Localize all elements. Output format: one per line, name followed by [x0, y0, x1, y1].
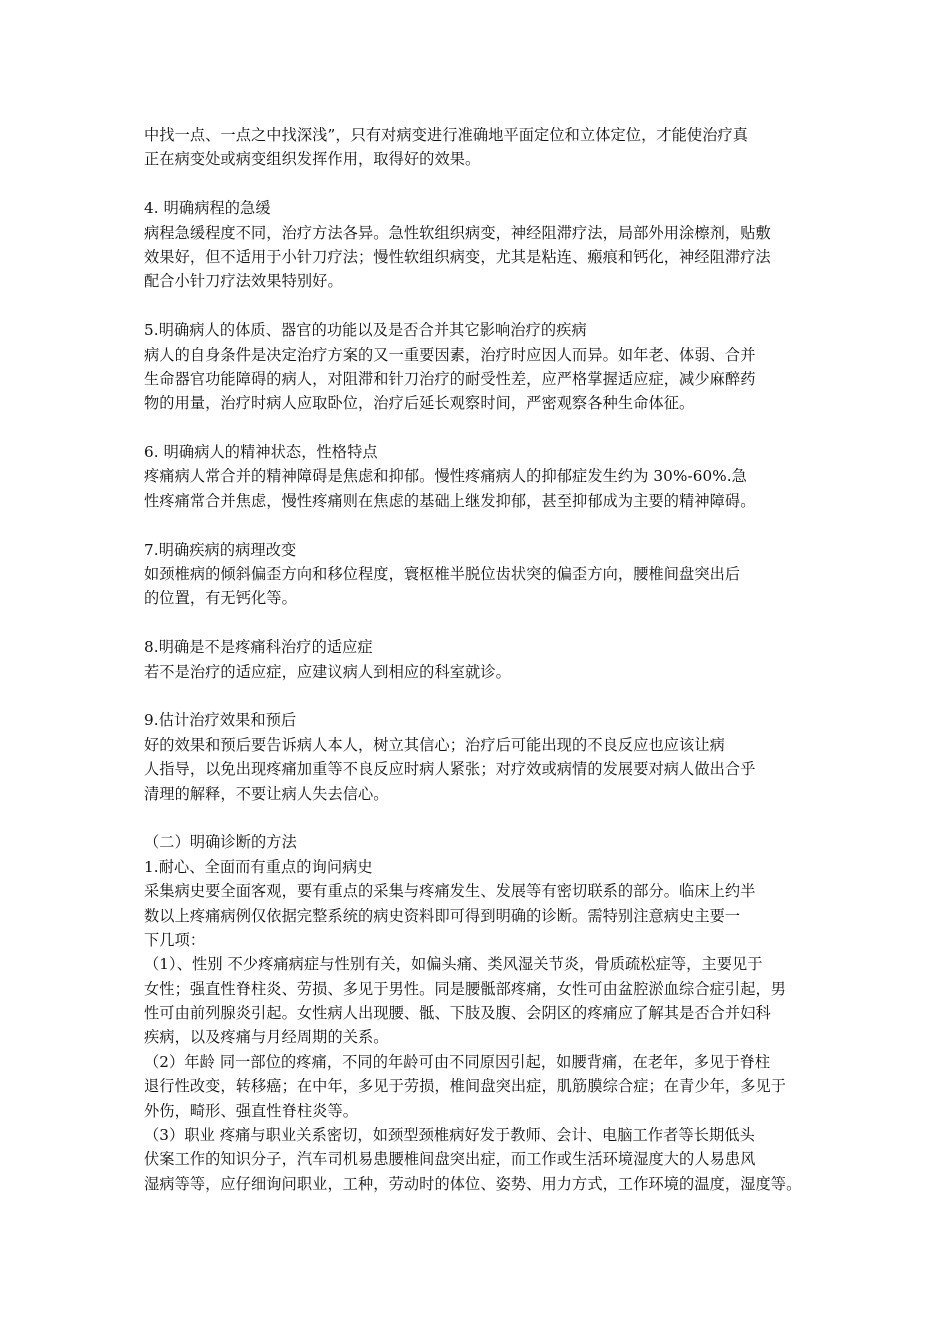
text-line: 性疼痛常合并焦虑，慢性疼痛则在焦虑的基础上继发抑郁，甚至抑郁成为主要的精神障碍。	[144, 491, 756, 510]
section-heading: （二）明确诊断的方法	[144, 833, 297, 852]
text-line: （3）职业 疼痛与职业关系密切，如颈型颈椎病好发于教师、会计、电脑工作者等长期低头	[144, 1126, 755, 1145]
section-heading: 9.估计治疗效果和预后	[144, 711, 297, 730]
section-heading: 7.明确疾病的病理改变	[144, 540, 297, 559]
text-line: 好的效果和预后要告诉病人本人，树立其信心；治疗后可能出现的不良反应也应该让病	[144, 735, 725, 754]
text-line: 性可由前列腺炎引起。女性病人出现腰、骶、下肢及腹、会阴区的疼痛应了解其是否合并妇科	[144, 1004, 771, 1023]
text-line: 采集病史要全面客观，要有重点的采集与疼痛发生、发展等有密切联系的部分。临床上约半	[144, 882, 756, 901]
text-line: 清理的解释，不要让病人失去信心。	[144, 784, 389, 803]
paragraph-gap	[144, 513, 824, 537]
document-body	[144, 123, 824, 1196]
text-line: 生命器官功能障碍的病人，对阻滞和针刀治疗的耐受性差，应严格掌握适应症，减少麻醉药	[144, 369, 756, 388]
text-line: 下几项：	[144, 930, 206, 949]
text-line: 数以上疼痛病例仅依据完整系统的病史资料即可得到明确的诊断。需特别注意病史主要一	[144, 906, 741, 925]
text-line: 人指导，以免出现疼痛加重等不良反应时病人紧张；对疗效或病情的发展要对病人做出合乎	[144, 760, 756, 779]
text-line: （1）、性别 不少疼痛病症与性别有关，如偏头痛、类风湿关节炎，骨质疏松症等，主要见于	[144, 955, 763, 974]
paragraph-gap	[144, 172, 824, 196]
text-line: 伏案工作的知识分子，汽车司机易患腰椎间盘突出症，而工作或生活环境湿度大的人易患风	[144, 1150, 756, 1169]
text-line: 物的用量，治疗时病人应取卧位，治疗后延长观察时间，严密观察各种生命体征。	[144, 394, 695, 413]
paragraph-gap	[144, 416, 824, 440]
text-line: 配合小针刀疗法效果特别好。	[144, 272, 343, 291]
section-heading: 8.明确是不是疼痛科治疗的适应症	[144, 638, 373, 657]
text-line: 女性；强直性脊柱炎、劳损、多见于男性。同是腰骶部疼痛，女性可由盆腔淤血综合症引起，男	[144, 979, 787, 998]
section-heading: 5.明确病人的体质、器官的功能以及是否合并其它影响治疗的疾病	[144, 321, 587, 340]
text-line: 外伤，畸形、强直性脊柱炎等。	[144, 1101, 359, 1120]
text-line: （2）年龄 同一部位的疼痛，不同的年龄可由不同原因引起，如腰背痛，在老年，多见于脊柱	[144, 1052, 771, 1071]
text-line: 正在病变处或病变组织发挥作用，取得好的效果。	[144, 150, 481, 169]
paragraph-gap	[144, 806, 824, 830]
section-heading: 1.耐心、全面而有重点的询问病史	[144, 857, 373, 876]
text-line: 疼痛病人常合并的精神障碍是焦虑和抑郁。慢性疼痛病人的抑郁症发生约为 30%-60%.急	[144, 467, 747, 486]
text-line: 若不是治疗的适应症，应建议病人到相应的科室就诊。	[144, 662, 511, 681]
text-line: 效果好，但不适用于小针刀疗法；慢性软组织病变，尤其是粘连、瘢痕和钙化，神经阻滞疗法	[144, 247, 771, 266]
paragraph-gap	[144, 611, 824, 635]
text-line: 的位置，有无钙化等。	[144, 589, 297, 608]
text-line: 病程急缓程度不同，治疗方法各异。急性软组织病变，神经阻滞疗法，局部外用涂檫剂，贴敷	[144, 223, 771, 242]
text-line: 湿病等等，应仔细询问职业，工种，劳动时的体位、姿势、用力方式，工作环境的温度，湿度等。	[144, 1174, 802, 1193]
text-line: 如颈椎病的倾斜偏歪方向和移位程度，寰枢椎半脱位齿状突的偏歪方向，腰椎间盘突出后	[144, 565, 741, 584]
text-line: 退行性改变，转移癌；在中年，多见于劳损，椎间盘突出症，肌筋膜综合症；在青少年，多见于	[144, 1077, 787, 1096]
paragraph-gap	[144, 294, 824, 318]
text-line: 疾病，以及疼痛与月经周期的关系。	[144, 1028, 389, 1047]
paragraph-gap	[144, 684, 824, 708]
section-heading: 4. 明确病程的急缓	[144, 199, 271, 218]
section-heading: 6. 明确病人的精神状态，性格特点	[144, 443, 378, 462]
text-line: 中找一点、一点之中找深浅”，只有对病变进行准确地平面定位和立体定位，才能使治疗真	[144, 126, 749, 144]
text-line: 病人的自身条件是决定治疗方案的又一重要因素，治疗时应因人而异。如年老、体弱、合并	[144, 345, 756, 364]
